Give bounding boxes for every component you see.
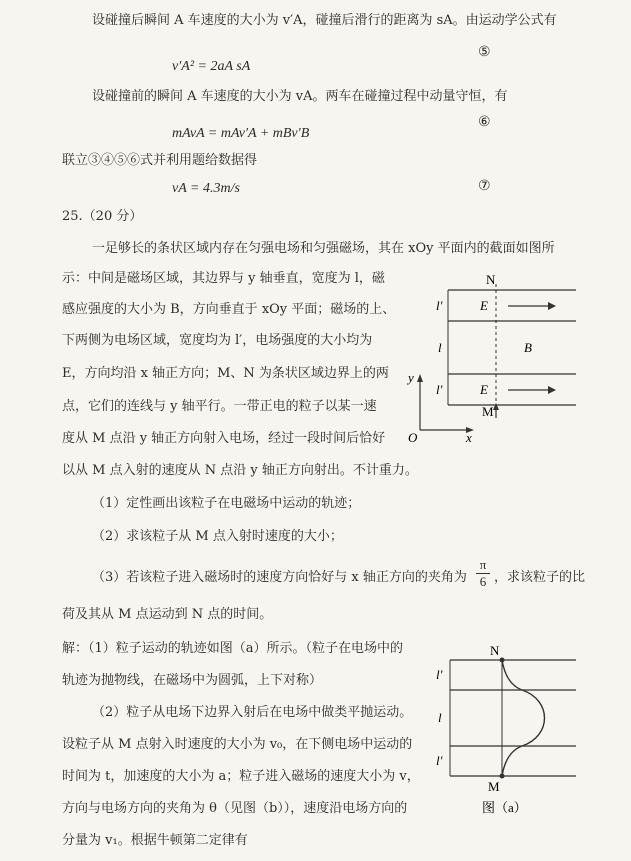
field-arrowhead-bottom (548, 386, 556, 394)
traj-label-m: M (488, 779, 500, 794)
field-region-diagram (400, 270, 590, 445)
solution-line-7: 分量为 v₁。根据牛顿第二定律有 (62, 833, 248, 848)
problem-text-5: E，方向均沿 x 轴正方向；M、N 为条状区域边界上的两 (62, 366, 389, 381)
fraction-denominator: 6 (479, 574, 487, 589)
label-l-prime-bottom: l′ (436, 382, 443, 397)
equation-6-number: ⑥ (478, 114, 491, 130)
problem-text-7: 度从 M 点沿 y 轴正方向射入电场，经过一段时间后恰好 (62, 431, 386, 446)
trajectory-figure-a (422, 640, 582, 825)
solution-line-2: 轨迹为抛物线，在磁场中为圆弧，上下对称） (62, 673, 323, 688)
point-n (500, 658, 505, 663)
label-m: M (482, 404, 494, 419)
question-3-fraction (476, 558, 490, 589)
fraction-numerator: π (479, 557, 487, 572)
traj-label-l-prime-top: l′ (436, 667, 443, 682)
question-2: （2）求该粒子从 M 点入射时速度的大小； (92, 529, 343, 544)
problem-text-4: 下两侧为电场区域，宽度均为 l′，电场强度的大小均为 (62, 333, 373, 348)
problem-header: 25.（20 分） (62, 209, 143, 224)
traj-label-n: N (490, 643, 500, 658)
solution-line-6: 方向与电场方向的夹角为 θ（见图（b）），速度沿电场方向的 (62, 801, 408, 816)
equation-7: vA = 4.3m/s (172, 181, 240, 196)
label-l: l (438, 340, 442, 355)
question-3-part-c: 荷及其从 M 点运动到 N 点的时间。 (62, 607, 273, 622)
label-x: x (466, 430, 472, 445)
solution-line-3: （2）粒子从电场下边界入射后在电场中做类平抛运动。 (92, 705, 413, 720)
label-o: O (408, 430, 418, 445)
label-y: y (408, 370, 414, 385)
trajectory-curve (502, 660, 545, 776)
problem-text-3: 感应强度的大小为 B，方向垂直于 xOy 平面；磁场的上、 (62, 302, 396, 317)
label-l-prime-top: l′ (436, 298, 443, 313)
label-n: N (486, 272, 496, 287)
solution-line-1: 解：（1）粒子运动的轨迹如图（a）所示。（粒子在电场中的 (62, 641, 404, 656)
y-axis-arrowhead (417, 374, 423, 382)
equation-5-number: ⑤ (478, 44, 491, 60)
point-m (500, 774, 505, 779)
traj-label-l: l (438, 710, 442, 725)
solution-line-5: 时间为 t，加速度的大小为 a；粒子进入磁场的速度大小为 v， (62, 769, 420, 784)
intro-line-1: 设碰撞后瞬间 A 车速度的大小为 v′A，碰撞后滑行的距离为 sA。由运动学公式有 (92, 13, 557, 28)
field-arrowhead-top (548, 302, 556, 310)
label-b: B (524, 340, 532, 355)
traj-label-l-prime-bottom: l′ (436, 753, 443, 768)
figure-a-caption: 图（a） (482, 800, 527, 815)
question-3-part-a: （3）若该粒子进入磁场时的速度方向恰好与 x 轴正方向的夹角为 (92, 570, 467, 585)
problem-text-1: 一足够长的条状区域内存在匀强电场和匀强磁场，其在 xOy 平面内的截面如图所 (92, 241, 555, 256)
label-e-bottom: E (480, 382, 488, 397)
equation-6: mAvA = mAv′A + mBv′B (172, 126, 310, 141)
solution-line-4: 设粒子从 M 点射入时速度的大小为 v₀，在下侧电场中运动的 (62, 737, 413, 752)
problem-text-6: 点，它们的连线与 y 轴平行。一带正电的粒子以某一速 (62, 399, 377, 414)
intro-line-3: 联立③④⑤⑥式并利用题给数据得 (62, 153, 258, 168)
intro-line-2: 设碰撞前的瞬间 A 车速度的大小为 vA。两车在碰撞过程中动量守恒，有 (92, 89, 508, 104)
question-1: （1）定性画出该粒子在电磁场中运动的轨迹； (92, 496, 361, 511)
problem-text-8: 以从 M 点入射的速度从 N 点沿 y 轴正方向射出。不计重力。 (62, 463, 418, 478)
entry-arrowhead (493, 403, 499, 410)
question-3-part-b: ，求该粒子的比 (494, 570, 586, 585)
equation-5: v′A² = 2aA sA (172, 59, 251, 74)
problem-text-2: 示：中间是磁场区域，其边界与 y 轴垂直，宽度为 l，磁 (62, 271, 385, 286)
equation-7-number: ⑦ (478, 178, 491, 194)
label-e-top: E (480, 298, 488, 313)
